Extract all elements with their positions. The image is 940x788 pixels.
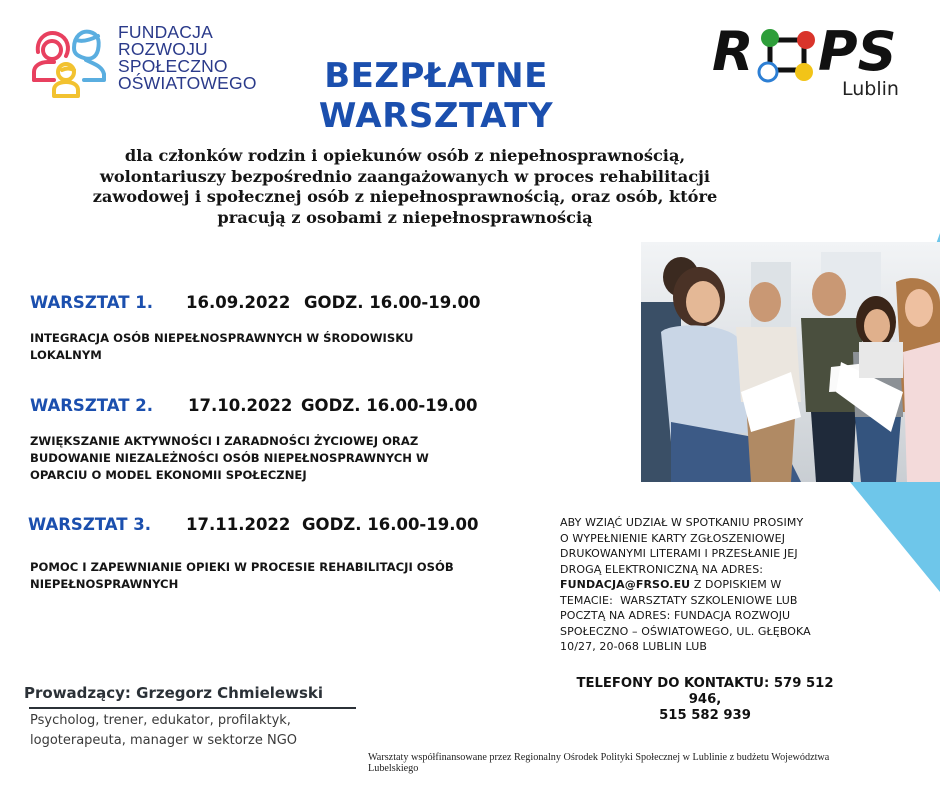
- workshop-label: WARSZTAT 3.: [28, 515, 151, 534]
- workshop-1-header: [30, 293, 480, 312]
- page-title: [286, 56, 586, 136]
- frso-line-4: OŚWIATOWEGO: [118, 73, 257, 93]
- frso-line-2: ROZWOJU: [118, 39, 208, 59]
- leader-name: Prowadzący: Grzegorz Chmielewski: [24, 684, 324, 702]
- info-line: TEMACIE: WARSZTATY SZKOLENIOWE LUB: [560, 593, 798, 607]
- frso-logo: [28, 24, 278, 100]
- leader-description: [30, 711, 360, 751]
- leader-desc-line: Psycholog, trener, edukator, profilaktyk,: [30, 713, 291, 728]
- rops-logo: [712, 22, 922, 102]
- workshop-label: WARSZTAT 2.: [30, 396, 153, 415]
- title-line-2: WARSZTATY: [318, 96, 554, 136]
- workshop-3-header: [28, 515, 478, 534]
- subtitle-line: wolontariuszy bezpośrednio zaangażowanych w proces rehabilitacji: [99, 166, 711, 186]
- leader-divider: [29, 707, 356, 709]
- info-line: POCZTĄ NA ADRES: FUNDACJA ROZWOJU: [560, 609, 791, 622]
- family-people-icon: [28, 24, 118, 100]
- funding-footnote: [368, 752, 928, 774]
- email-link[interactable]: FUNDACJA@FRSO.EU: [560, 578, 691, 591]
- info-line: ABY WZIĄĆ UDZIAŁ W SPOTKANIU PROSIMY: [560, 516, 804, 529]
- wheelchair-circle-icon: [756, 28, 818, 84]
- people-photo-illustration: [641, 242, 940, 482]
- registration-info: [560, 515, 880, 655]
- leader-desc-line: logoterapeuta, manager w sektorze NGO: [30, 733, 298, 748]
- footnote-line: Warsztaty współfinansowane przez Regionalny Ośrodek Polityki Społecznej w Lublinie z budżetu Województwa: [368, 752, 830, 763]
- rops-letter-r: R: [712, 20, 754, 83]
- info-email-line: [560, 577, 880, 593]
- footnote-line: Lubelskiego: [368, 763, 419, 774]
- frso-line-3: SPOŁECZNO: [118, 56, 228, 76]
- frso-name: [118, 24, 257, 92]
- workshop-time: GODZ. 16.00-19.00: [304, 293, 481, 312]
- info-line: DROGĄ ELEKTRONICZNĄ NA ADRES:: [560, 562, 764, 576]
- description-line: BUDOWANIE NIEZALEŻNOŚCI OSÓB NIEPEŁNOSPRAWNYCH W: [30, 451, 429, 465]
- subtitle-line: zawodowej i społecznej osób z niepełnosprawnością, oraz osób, które: [92, 187, 718, 206]
- workshop-2-header: [30, 396, 477, 415]
- phones-line-1: TELEFONY DO KONTAKTU: 579 512 946,: [576, 676, 834, 707]
- info-line: DRUKOWANYMI LITERAMI I PRZESŁANIE JEJ: [560, 547, 798, 560]
- rops-letters-ps: PS: [818, 20, 897, 83]
- rops-city: Lublin: [842, 78, 899, 100]
- subtitle-line: dla członków rodzin i opiekunów osób z niepełnosprawnością,: [124, 146, 686, 165]
- description-line: POMOC I ZAPEWNIANIE OPIEKI W PROCESIE REHABILITACJI OSÓB: [30, 560, 454, 574]
- workshop-date: 17.10.2022: [188, 396, 293, 415]
- description-line: OPARCIU O MODEL EKONOMII SPOŁECZNEJ: [30, 468, 307, 482]
- info-line: SPOŁECZNO – OŚWIATOWEGO, UL. GŁĘBOKA: [560, 624, 811, 638]
- description-line: NIEPEŁNOSPRAWNYCH: [30, 577, 179, 591]
- workshop-date: 16.09.2022: [186, 293, 291, 312]
- workshop-2-description: [30, 433, 550, 484]
- workshop-time: GODZ. 16.00-19.00: [302, 515, 479, 534]
- phones-line-2: 515 582 939: [659, 708, 751, 723]
- info-line: Z DOPISKIEM W: [690, 578, 782, 591]
- info-line: 10/27, 20-068 LUBLIN LUB: [560, 640, 708, 653]
- description-line: ZWIĘKSZANIE AKTYWNOŚCI I ZARADNOŚCI ŻYCIOWEJ ORAZ: [30, 434, 419, 448]
- subtitle: [60, 146, 750, 228]
- workshop-date: 17.11.2022: [186, 515, 291, 534]
- frso-line-1: FUNDACJA: [118, 22, 213, 42]
- description-line: INTEGRACJA OSÓB NIEPEŁNOSPRAWNYCH W ŚRODOWISKU: [30, 331, 414, 345]
- workshop-3-description: [30, 559, 560, 593]
- contact-phones: [560, 676, 850, 724]
- workshop-time: GODZ. 16.00-19.00: [301, 396, 478, 415]
- subtitle-line: pracują z osobami z niepełnosprawnością: [217, 207, 593, 227]
- workshop-label: WARSZTAT 1.: [30, 293, 153, 312]
- workshop-1-description: [30, 330, 550, 364]
- title-line-1: BEZPŁATNE: [324, 56, 548, 96]
- group-photo: [641, 242, 940, 482]
- info-line: O WYPEŁNIENIE KARTY ZGŁOSZENIOWEJ: [560, 531, 786, 545]
- description-line: LOKALNYM: [30, 348, 102, 362]
